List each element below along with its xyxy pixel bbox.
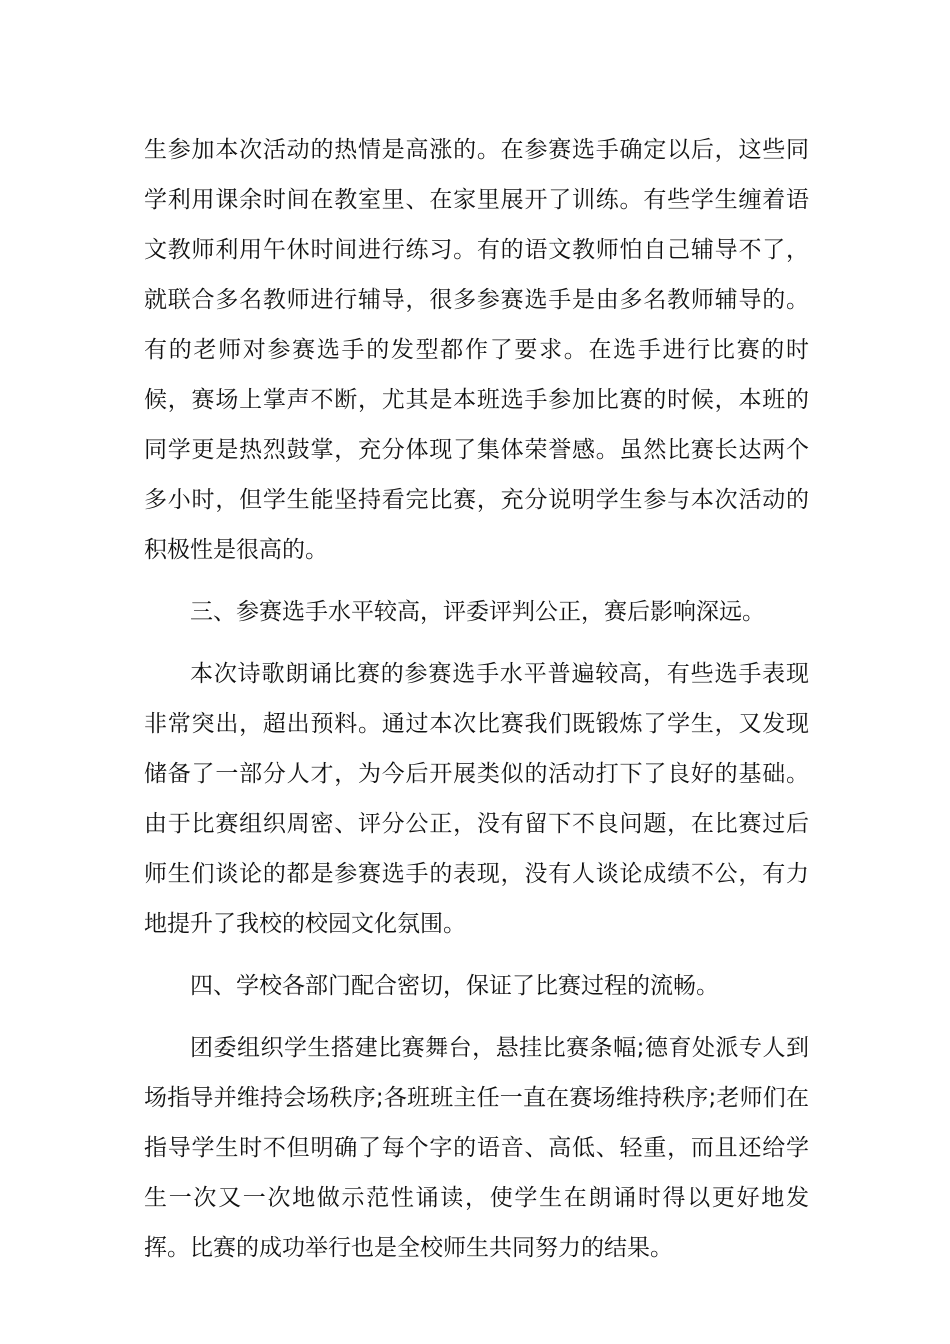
section-heading-three: 三、参赛选手水平较高，评委评判公正，赛后影响深远。 xyxy=(190,599,765,625)
document-body xyxy=(144,125,809,1273)
paragraph-continuation: 生参加本次活动的热情是高涨的。在参赛选手确定以后，这些同学利用课余时间在教室里、在家里展开了训练。有些学生缠着语文教师利用午休时间进行练习。有的语文教师怕自己辅导不了，就联合多名教师进行辅导，很多参赛选手是由多名教师辅导的。有的老师对参赛选手的发型都作了要求。在选手进行比赛的时候，赛场上掌声不断，尤其是本班选手参加比赛的时候，本班的同学更是热烈鼓掌，充分体现了集体荣誉感。虽然比赛长达两个多小时，但学生能坚持看完比赛，充分说明学生参与本次活动的积极性是很高的。 xyxy=(144,137,809,563)
paragraph-section-three: 本次诗歌朗诵比赛的参赛选手水平普遍较高，有些选手表现非常突出，超出预料。通过本次比赛我们既锻炼了学生，又发现储备了一部分人才，为今后开展类似的活动打下了良好的基础。由于比赛组织周密、评分公正，没有留下不良问题，在比赛过后师生们谈论的都是参赛选手的表现，没有人谈论成绩不公，有力地提升了我校的校园文化氛围。 xyxy=(144,661,809,937)
section-heading-four: 四、学校各部门配合密切，保证了比赛过程的流畅。 xyxy=(190,973,719,999)
paragraph-section-four: 团委组织学生搭建比赛舞台，悬挂比赛条幅;德育处派专人到场指导并维持会场秩序;各班班主任一直在赛场维持秩序;老师们在指导学生时不但明确了每个字的语音、高低、轻重，而且还给学生一次又一次地做示范性诵读，使学生在朗诵时得以更好地发挥。比赛的成功举行也是全校师生共同努力的结果。 xyxy=(144,1035,809,1261)
